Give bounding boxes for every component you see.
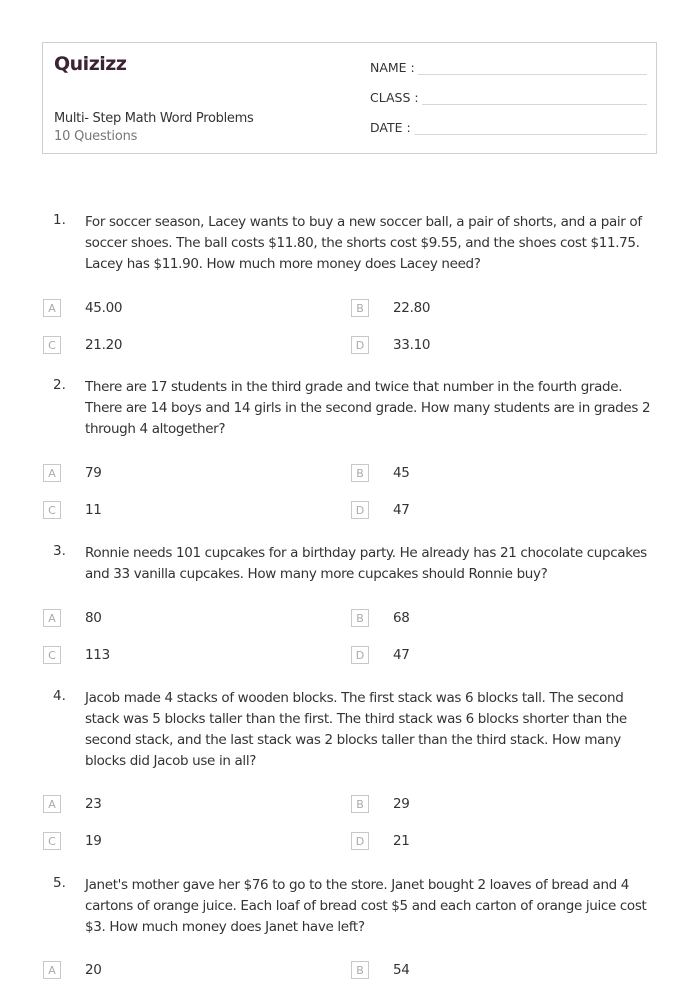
option-c[interactable] xyxy=(43,832,102,850)
class-label: CLASS : xyxy=(370,90,419,105)
option-letter-box: C xyxy=(43,501,61,519)
option-a[interactable] xyxy=(43,464,102,482)
option-letter-box: D xyxy=(351,336,369,354)
quizizz-logo: Quizizz xyxy=(54,53,127,75)
option-letter-box: A xyxy=(43,299,61,317)
question-number: 4. xyxy=(53,688,66,704)
option-a[interactable] xyxy=(43,609,102,627)
name-label: NAME : xyxy=(370,60,415,75)
question-text: There are 17 students in the third grade and twice that number in the fourth grade. There are 14 boys and 14 girls in the second grade. How many students are in grades 2 through 4 altogether? xyxy=(85,379,651,437)
option-value: 11 xyxy=(85,502,102,518)
option-letter-box: D xyxy=(351,832,369,850)
option-d[interactable] xyxy=(351,646,410,664)
option-value: 21.20 xyxy=(85,337,123,353)
option-value: 21 xyxy=(393,833,410,849)
option-b[interactable] xyxy=(351,299,430,317)
option-value: 33.10 xyxy=(393,337,431,353)
class-field[interactable] xyxy=(370,90,647,105)
option-value: 22.80 xyxy=(393,300,431,316)
option-letter-box: B xyxy=(351,464,369,482)
option-letter-box: B xyxy=(351,961,369,979)
option-letter-box: A xyxy=(43,795,61,813)
worksheet-header xyxy=(42,42,657,154)
option-value: 45 xyxy=(393,465,410,481)
option-letter-box: A xyxy=(43,464,61,482)
option-letter-box: D xyxy=(351,646,369,664)
question-text: Ronnie needs 101 cupcakes for a birthday party. He already has 21 chocolate cupcakes and 33 vanilla cupcakes. How many more cupcakes should Ronnie buy? xyxy=(85,545,647,582)
option-value: 80 xyxy=(85,610,102,626)
name-line[interactable] xyxy=(418,60,647,75)
question-text: Janet's mother gave her $76 to go to the store. Janet bought 2 loaves of bread and 4 cartons of orange juice. Each loaf of bread cost $5 and each carton of orange juice cost $3. How much money does Janet have left? xyxy=(85,877,647,935)
option-value: 20 xyxy=(85,962,102,978)
class-line[interactable] xyxy=(422,90,647,105)
option-letter-box: B xyxy=(351,609,369,627)
question-count: 10 Questions xyxy=(54,129,138,144)
option-c[interactable] xyxy=(43,501,102,519)
option-letter-box: D xyxy=(351,501,369,519)
option-b[interactable] xyxy=(351,795,410,813)
question-number: 1. xyxy=(53,212,66,228)
date-label: DATE : xyxy=(370,120,411,135)
question-number: 5. xyxy=(53,875,66,891)
option-value: 47 xyxy=(393,647,410,663)
option-letter-box: C xyxy=(43,832,61,850)
option-d[interactable] xyxy=(351,336,430,354)
option-letter-box: B xyxy=(351,299,369,317)
option-letter-box: A xyxy=(43,961,61,979)
option-value: 45.00 xyxy=(85,300,123,316)
date-line[interactable] xyxy=(414,120,647,135)
option-a[interactable] xyxy=(43,795,102,813)
option-value: 113 xyxy=(85,647,110,663)
option-value: 47 xyxy=(393,502,410,518)
option-value: 19 xyxy=(85,833,102,849)
option-value: 68 xyxy=(393,610,410,626)
option-letter-box: B xyxy=(351,795,369,813)
option-letter-box: C xyxy=(43,646,61,664)
option-a[interactable] xyxy=(43,961,102,979)
option-d[interactable] xyxy=(351,501,410,519)
option-d[interactable] xyxy=(351,832,410,850)
option-letter-box: C xyxy=(43,336,61,354)
option-value: 23 xyxy=(85,796,102,812)
option-a[interactable] xyxy=(43,299,122,317)
option-b[interactable] xyxy=(351,609,410,627)
option-b[interactable] xyxy=(351,961,410,979)
option-value: 54 xyxy=(393,962,410,978)
option-letter-box: A xyxy=(43,609,61,627)
question-number: 2. xyxy=(53,377,66,393)
question-text: Jacob made 4 stacks of wooden blocks. The first stack was 6 blocks tall. The second stack was 5 blocks taller than the first. The third stack was 6 blocks shorter than the second stack, and the last stack was 2 blocks taller than the third stack. How many blocks did Jacob use in all? xyxy=(85,690,627,769)
option-c[interactable] xyxy=(43,646,110,664)
option-b[interactable] xyxy=(351,464,410,482)
option-c[interactable] xyxy=(43,336,122,354)
worksheet-title: Multi- Step Math Word Problems xyxy=(54,111,254,126)
option-value: 29 xyxy=(393,796,410,812)
name-field[interactable] xyxy=(370,60,647,75)
option-value: 79 xyxy=(85,465,102,481)
date-field[interactable] xyxy=(370,120,647,135)
question-text: For soccer season, Lacey wants to buy a new soccer ball, a pair of shorts, and a pair of soccer shoes. The ball costs $11.80, the shorts cost $9.55, and the shoes cost $11.75. Lacey has $11.90. How much more money does Lacey need? xyxy=(85,214,642,272)
question-number: 3. xyxy=(53,543,66,559)
